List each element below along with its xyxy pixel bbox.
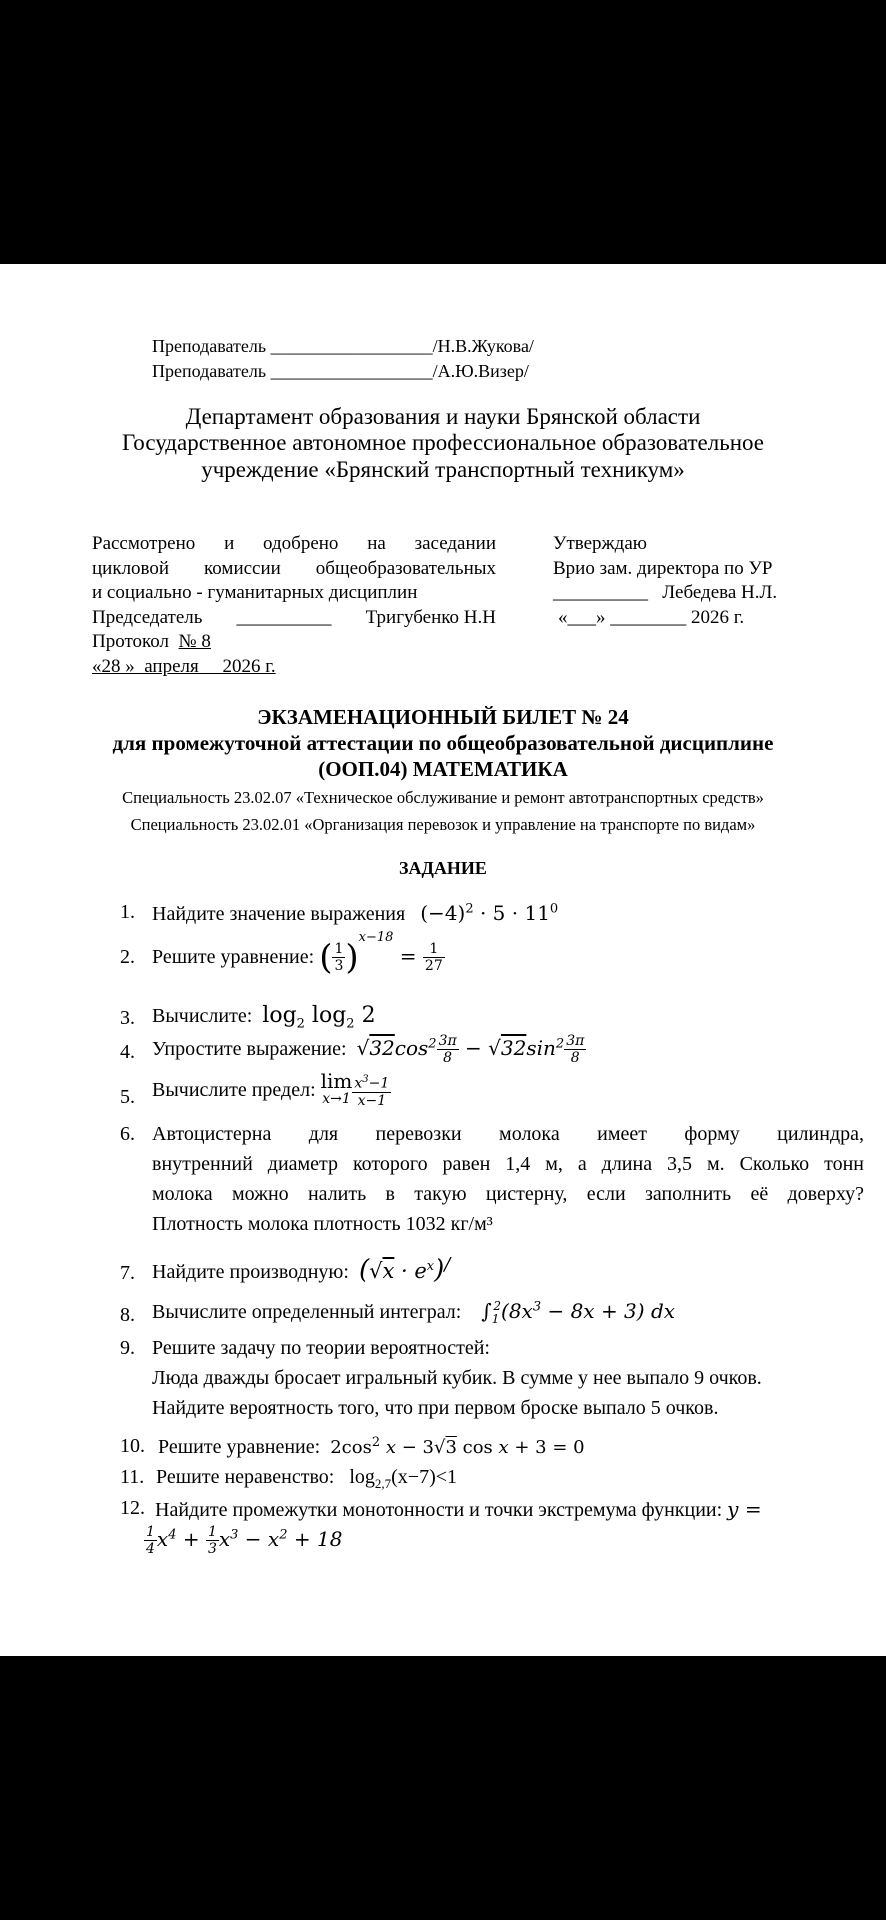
task-12-function <box>144 1524 342 1557</box>
approval-right-line-1: Утверждаю <box>553 533 647 554</box>
task-3 <box>152 1003 376 1031</box>
task-6-line-2: внутренний диаметр которого равен 1,4 м, а длина 3,5 м. Сколько тонн <box>152 1153 864 1175</box>
task-8-text: Вычислите определенный интеграл: <box>152 1301 462 1323</box>
task-2 <box>152 930 445 978</box>
approval-left-line-2: цикловой комиссии общеобразовательных <box>92 557 496 579</box>
task-11 <box>156 1466 457 1492</box>
task-4 <box>152 1033 586 1066</box>
task-heading: ЗАДАНИЕ <box>399 858 487 878</box>
institution-line-2: Государственное автономное профессиональное образовательное <box>122 430 764 455</box>
approval-right-block <box>553 532 777 630</box>
protocol-line <box>92 630 496 655</box>
discipline-title: (ООП.04) МАТЕМАТИКА <box>318 757 568 781</box>
teacher-role: Преподаватель <box>152 336 267 356</box>
task-5-text: Вычислите предел: <box>152 1078 316 1101</box>
task-12-expression: $\frac{1}{4}$ $x^4$ + $\frac{1}{3}$ $x^3 - x^2 + 18$ <box>146 1524 343 1557</box>
teacher-line-2 <box>152 361 529 382</box>
institution-line-3: учреждение «Брянский транспортный техникум» <box>201 457 685 482</box>
task-2-text: Решите уравнение: <box>152 946 315 968</box>
task-8 <box>152 1299 675 1326</box>
task-6-line-1: Автоцистерна для перевозки молока имеет форму цилиндра, <box>152 1123 864 1145</box>
teacher-role: Преподаватель <box>152 361 267 381</box>
task-8-number: 8. <box>120 1304 135 1326</box>
task-12-text: Найдите промежутки монотонности и точки экстремума функции: <box>155 1499 723 1521</box>
task-5-fraction: $\frac{x^3-1}{x-1}$ <box>354 1074 390 1109</box>
task-5-limit: lim x→1 <box>320 1069 353 1108</box>
task-1-expression: $(-4)^2 \cdot 5 \cdot 11^0$ <box>420 901 559 925</box>
signature-line: __________________ <box>270 336 433 356</box>
approval-right-line-2: Врио зам. директора по УР <box>553 557 773 579</box>
task-10-text: Решите уравнение: <box>158 1436 321 1458</box>
task-5-number: 5. <box>120 1086 135 1108</box>
director-name: Лебедева Н.Л. <box>662 582 778 603</box>
task-1 <box>152 901 558 926</box>
task-3-expression: $\log_2 \log_2 2$ <box>262 1003 376 1032</box>
task-3-number: 3. <box>120 1007 135 1029</box>
task-7-text: Найдите производную: <box>152 1261 349 1283</box>
task-6-number: 6. <box>120 1123 135 1145</box>
task-8-integral: $\int_1^2(8x^3 - 8x + 3)$ dx <box>481 1299 676 1326</box>
institution-line-1: Департамент образования и науки Брянской области <box>185 404 701 429</box>
task-12-number: 12. <box>120 1497 145 1519</box>
approval-date: «___» ________ 2026 г. <box>558 606 745 628</box>
task-12 <box>155 1497 762 1522</box>
teacher-name: /А.Ю.Визер/ <box>432 361 529 381</box>
exam-ticket-page <box>0 264 886 1656</box>
approval-left-line-1: Рассмотрено и одобрено на заседании <box>92 533 496 554</box>
task-2-equation: ( $\frac{1}{3}$ )$^{x-18}$ = $\frac{1}{27}$ <box>319 930 443 978</box>
teacher-name: /Н.В.Жукова/ <box>432 336 534 356</box>
task-2-number: 2. <box>120 946 135 968</box>
black-bar-top <box>0 0 886 264</box>
task-5 <box>152 1069 391 1109</box>
task-11-text: Решите неравенство: <box>156 1466 335 1488</box>
task-7 <box>152 1254 450 1285</box>
task-6-line-3: молока можно налить в такую цистерну, если заполнить её доверху? <box>152 1183 864 1205</box>
black-bar-bottom <box>0 1656 886 1920</box>
task-12-y: y = <box>727 1497 762 1521</box>
task-6 <box>152 1119 864 1239</box>
task-9-line-1: Решите задачу по теории вероятностей: <box>152 1337 490 1359</box>
protocol-number: № 8 <box>178 631 211 652</box>
teacher-line-1 <box>152 336 534 357</box>
ticket-title: ЭКЗАМЕНАЦИОННЫЙ БИЛЕТ № 24 <box>257 705 629 729</box>
protocol-label: Протокол <box>92 631 170 652</box>
approval-left-block <box>92 532 496 679</box>
protocol-date: «28 » апреля 2026 г. <box>92 655 276 677</box>
task-11-number: 11. <box>120 1466 145 1488</box>
task-10-number: 10. <box>120 1435 145 1457</box>
task-6-line-4: Плотность молока плотность 1032 кг/м³ <box>152 1213 493 1235</box>
task-10-equation: $2\cos^2$ x − 3√3 cos x + 3 = 0 <box>330 1435 585 1458</box>
task-9-line-3: Найдите вероятность того, что при первом броске выпало 5 очков. <box>152 1397 719 1419</box>
specialty-2: Специальность 23.02.01 «Организация перевозок и управление на транспорте по видам» <box>130 815 756 834</box>
task-4-number: 4. <box>120 1041 135 1063</box>
director-signature-line: __________ <box>553 582 648 603</box>
signature-line: __________________ <box>270 361 433 381</box>
task-9-line-2: Люда дважды бросает игральный кубик. В сумме у нее выпало 9 очков. <box>152 1367 762 1389</box>
chair-name: Тригубенко Н.Н <box>365 606 496 628</box>
task-9-number: 9. <box>120 1337 135 1359</box>
chair-line <box>92 606 496 631</box>
task-1-text: Найдите значение выражения <box>152 903 406 925</box>
ticket-subtitle: для промежуточной аттестации по общеобразовательной дисциплине <box>112 731 774 755</box>
task-4-text: Упростите выражение: <box>152 1038 347 1060</box>
task-3-text: Вычислите: <box>152 1005 253 1027</box>
task-11-inequality: $\log_{2,7}(x-7)<1$ <box>349 1466 458 1491</box>
chair-label: Председатель <box>92 606 203 628</box>
approval-left-line-3: и социально - гуманитарных дисциплин <box>92 582 418 603</box>
task-7-number: 7. <box>120 1262 135 1284</box>
task-10 <box>158 1435 585 1459</box>
task-4-expression: $√32\cos^2$ $\frac{3\pi}{8}$ − $√32\sin^2$ $\frac{3\pi}{8}$ <box>356 1033 585 1066</box>
chair-signature-line: __________ <box>236 606 332 628</box>
task-9 <box>152 1333 864 1423</box>
task-7-expression: $(√x \cdot e^x)^/$ <box>358 1254 451 1285</box>
specialty-1: Специальность 23.02.07 «Техническое обслуживание и ремонт автотранспортных средств» <box>122 788 764 807</box>
director-sign-line <box>553 581 777 606</box>
task-1-number: 1. <box>120 901 135 923</box>
